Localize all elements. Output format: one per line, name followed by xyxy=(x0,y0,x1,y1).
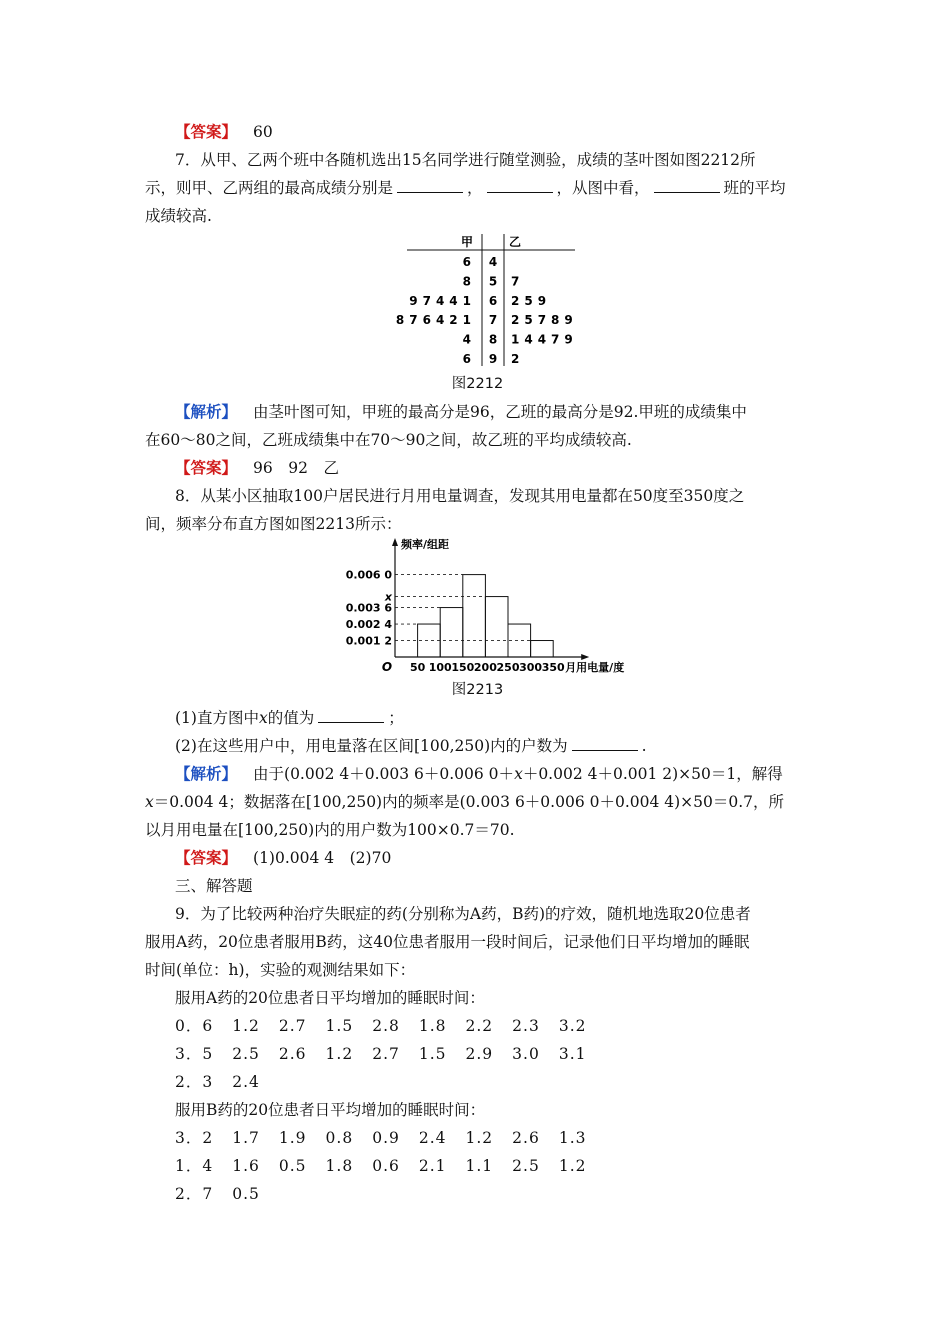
y-axis-arrow xyxy=(392,538,398,546)
stemleaf-leaf-left: 6 xyxy=(462,352,476,366)
y-axis-label: 频率/组距 xyxy=(401,538,450,551)
answer-blank xyxy=(487,176,553,193)
stemleaf-stem: 6 xyxy=(488,293,498,308)
number-row xyxy=(145,1012,810,1040)
number-value: 1.6 xyxy=(232,1157,260,1175)
number-value: 3．5 xyxy=(175,1045,214,1063)
number-value: 3.0 xyxy=(512,1045,540,1063)
number-value: 1.5 xyxy=(325,1017,354,1035)
q7-line2: 示，则甲、乙两组的最高成绩分别是 ， ，从图中看， 班的平均 xyxy=(145,174,810,202)
number-value: 3．2 xyxy=(175,1129,214,1147)
x-tick-label: 300 xyxy=(519,661,543,674)
answer-blank xyxy=(654,176,720,193)
histogram-bar xyxy=(440,608,463,657)
number-value: 0.8 xyxy=(325,1129,354,1147)
number-value: 0.5 xyxy=(232,1185,260,1203)
histogram-figure xyxy=(145,538,810,676)
number-value: 2.6 xyxy=(278,1045,307,1063)
number-value: 2.4 xyxy=(418,1129,447,1147)
q7-line1: 7．从甲、乙两个班中各随机选出15名同学进行随堂测验，成绩的茎叶图如图2212所 xyxy=(175,151,756,169)
number-value: 2.6 xyxy=(512,1129,540,1147)
number-value: 2.5 xyxy=(232,1045,260,1063)
x-tick-label: 150 xyxy=(451,661,475,674)
stem-leaf-plot xyxy=(145,230,810,370)
answer-tag: 【答案】 xyxy=(175,122,238,141)
q7-explanation-line1: 【解析】 由茎叶图可知，甲班的最高分是96，乙班的最高分是92.甲班的成绩集中 xyxy=(175,402,747,421)
stemleaf-leaf-left: 97441 xyxy=(409,293,476,308)
q7-answer: 【答案】 96 92 乙 xyxy=(175,458,339,477)
histogram-bar xyxy=(463,575,486,657)
y-tick-label: 0.006 0 xyxy=(345,568,392,582)
number-row xyxy=(145,1124,810,1152)
number-value: 2.7 xyxy=(372,1045,400,1063)
number-row xyxy=(145,1040,810,1068)
stemleaf-leaf-right: 259 xyxy=(511,293,552,308)
stemleaf-leaf-left: 8 xyxy=(462,274,476,289)
q9-line2: 服用A药，20位患者服用B药，这40位患者服用一段时间后，记录他们日平均增加的睡眠 xyxy=(145,933,750,951)
x-axis-arrow xyxy=(581,654,589,660)
stemleaf-leaf-left: 6 xyxy=(462,255,476,269)
number-value: 1.8 xyxy=(325,1157,354,1175)
stemleaf-header-right: 乙 xyxy=(508,235,522,249)
number-value: 1.1 xyxy=(465,1157,494,1175)
answer-q6 xyxy=(145,118,810,146)
number-value: 2.5 xyxy=(512,1157,540,1175)
y-tick-label: 0.002 4 xyxy=(345,618,392,632)
number-value: 2．3 xyxy=(175,1073,214,1091)
document-page xyxy=(145,118,810,1208)
q8-line2: 间，频率分布直方图如图2213所示： xyxy=(145,515,402,533)
x-tick-label: 250 xyxy=(496,661,520,674)
x-tick-label: 200 xyxy=(473,661,497,674)
answer-value: 60 xyxy=(253,123,273,141)
stemleaf-leaf-left: 4 xyxy=(462,332,476,347)
q8-sub1: (1)直方图中x的值为 ； xyxy=(145,704,810,732)
number-value: 2.7 xyxy=(278,1017,307,1035)
stemleaf-stem: 7 xyxy=(488,313,498,328)
y-tick-label: 0.001 2 xyxy=(345,634,392,648)
x-axis-label: 月用电量/度 xyxy=(565,661,625,674)
answer-blank xyxy=(572,734,638,751)
stemleaf-rows xyxy=(396,255,578,366)
number-value: 0.5 xyxy=(278,1157,307,1175)
number-value: 3.2 xyxy=(558,1017,587,1035)
answer-tag: 【答案】 xyxy=(175,848,238,867)
number-value: 2.2 xyxy=(465,1017,494,1035)
q8-explanation-line1: 【解析】 由于(0.002 4＋0.003 6＋0.006 0＋x＋0.002 4＋0.001 2)×50＝1，解得 xyxy=(175,764,783,783)
stemleaf-leaf-right: 2 xyxy=(511,352,525,366)
number-value: 1.7 xyxy=(232,1129,260,1147)
stemleaf-stem: 9 xyxy=(488,352,498,366)
number-value: 1．4 xyxy=(175,1157,214,1175)
q8-answer: 【答案】 (1)0.004 4 (2)70 xyxy=(175,848,392,867)
number-value: 1.2 xyxy=(325,1045,354,1063)
number-value: 2.8 xyxy=(372,1017,400,1035)
answer-tag: 【答案】 xyxy=(175,458,238,477)
section-heading: 三、解答题 xyxy=(175,877,253,895)
number-value: 1.2 xyxy=(465,1129,494,1147)
stemleaf-leaf-right: 25789 xyxy=(511,313,578,328)
x-tick-label: 350 xyxy=(541,661,565,674)
stemleaf-leaf-left: 876421 xyxy=(395,313,476,328)
y-tick-label: 0.003 6 xyxy=(345,601,392,615)
stemleaf-header-left: 甲 xyxy=(460,235,474,249)
histogram-bar xyxy=(531,641,554,657)
q8-sub2: (2)在这些用户中，用电量落在区间[100,250)内的户数为 . xyxy=(145,732,810,760)
number-row xyxy=(145,1068,810,1096)
number-value: 1.9 xyxy=(278,1129,307,1147)
stemleaf-leaf-right: 7 xyxy=(511,274,525,289)
stemleaf-stem: 4 xyxy=(488,255,498,269)
stem-leaf-svg xyxy=(145,230,810,370)
q8-explanation-line2: x＝0.004 4；数据落在[100,250)内的频率是(0.003 6＋0.006 0＋0.004 4)×50＝0.7，所 xyxy=(145,793,785,811)
q9-line3: 时间(单位：h)，实验的观测结果如下： xyxy=(145,961,416,979)
histogram-svg xyxy=(145,538,810,676)
number-value: 2.3 xyxy=(512,1017,540,1035)
number-value: 3.1 xyxy=(558,1045,587,1063)
histogram-bar xyxy=(485,597,508,657)
stemleaf-leaf-right: 14479 xyxy=(511,332,578,347)
x-tick-label: 100 xyxy=(428,661,452,674)
number-value: 1.2 xyxy=(232,1017,260,1035)
figure-caption-2212: 图2212 xyxy=(451,376,504,392)
number-row xyxy=(145,1180,810,1208)
explanation-tag: 【解析】 xyxy=(175,764,238,783)
q7-explanation-line2: 在60～80之间，乙班成绩集中在70～90之间，故乙班的平均成绩较高. xyxy=(145,431,632,449)
answer-blank xyxy=(318,706,384,723)
q8-explanation-line3: 以月用电量在[100,250)内的用户数为100×0.7＝70. xyxy=(145,821,515,839)
origin-label: O xyxy=(381,660,393,674)
figure-caption-2213: 图2213 xyxy=(451,682,504,698)
x-tick-label: 50 xyxy=(409,661,426,674)
explanation-tag: 【解析】 xyxy=(175,402,238,421)
number-row xyxy=(145,1152,810,1180)
number-value: 1.3 xyxy=(558,1129,587,1147)
q8-line1: 8．从某小区抽取100户居民进行月用电量调查，发现其用电量都在50度至350度之 xyxy=(175,487,745,505)
number-value: 0.6 xyxy=(372,1157,400,1175)
number-value: 2.9 xyxy=(465,1045,494,1063)
stemleaf-stem: 5 xyxy=(488,274,498,289)
number-value: 2.1 xyxy=(418,1157,447,1175)
number-value: 2．7 xyxy=(175,1185,214,1203)
number-value: 2.4 xyxy=(232,1073,260,1091)
number-value: 0．6 xyxy=(175,1017,214,1035)
q7-line3: 成绩较高. xyxy=(145,207,212,225)
answer-blank xyxy=(397,176,463,193)
stemleaf-stem: 8 xyxy=(488,332,498,347)
q9-b-title: 服用B药的20位患者日平均增加的睡眠时间： xyxy=(175,1101,486,1119)
q9-a-title: 服用A药的20位患者日平均增加的睡眠时间： xyxy=(175,989,485,1007)
q9-a-data xyxy=(145,1012,810,1096)
q9-b-data xyxy=(145,1124,810,1208)
q9-line1: 9．为了比较两种治疗失眠症的药(分别称为A药，B药)的疗效，随机地选取20位患者 xyxy=(175,905,751,923)
number-value: 1.5 xyxy=(418,1045,447,1063)
number-value: 1.8 xyxy=(418,1017,447,1035)
number-value: 0.9 xyxy=(372,1129,400,1147)
number-value: 1.2 xyxy=(558,1157,587,1175)
y-tick-label: x xyxy=(384,590,392,604)
